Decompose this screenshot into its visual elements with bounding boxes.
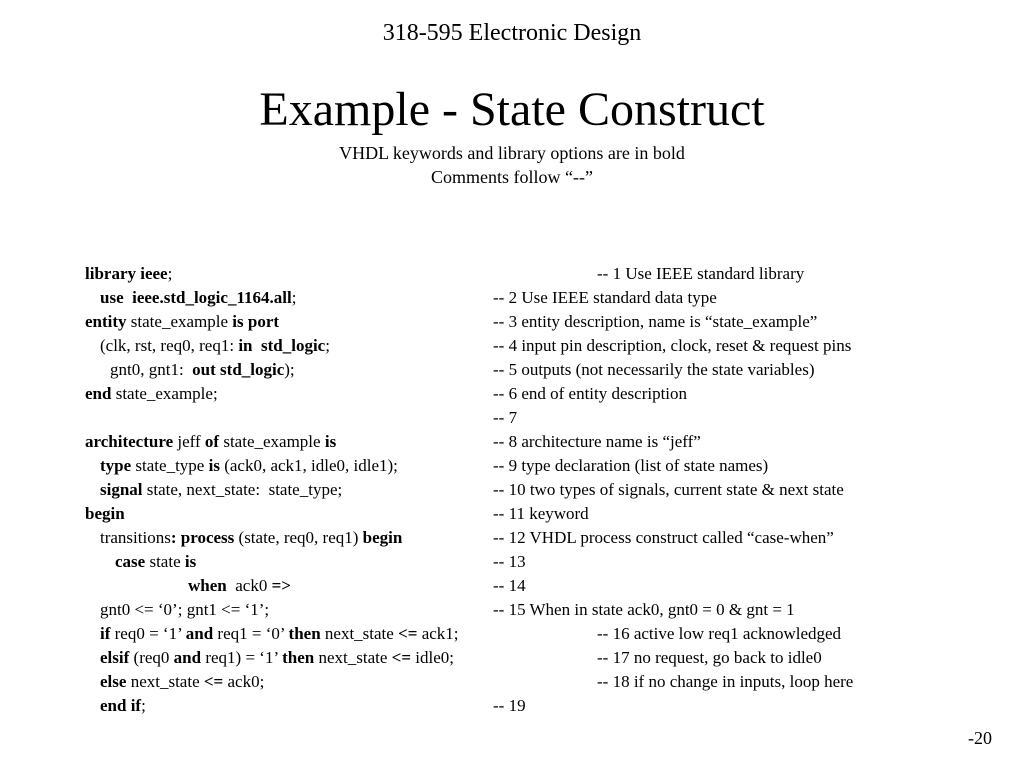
vhdl-keyword: and xyxy=(185,624,214,643)
vhdl-keyword: : process xyxy=(170,528,235,547)
vhdl-keyword: else xyxy=(100,672,127,691)
slide-title: Example - State Construct xyxy=(259,83,765,136)
code-comment: -- 10 two types of signals, current state & next state xyxy=(493,480,844,499)
course-title: 318-595 Electronic Design xyxy=(382,20,642,46)
code-comment: -- 1 Use IEEE standard library xyxy=(597,264,805,283)
vhdl-keyword: is xyxy=(324,432,337,451)
code-text: jeff xyxy=(173,432,205,451)
code-text: gnt0 <= ‘0’; gnt1 <= ‘1’; xyxy=(100,600,270,619)
code-text: (state, req0, req1) xyxy=(234,528,363,547)
code-statement xyxy=(100,648,454,668)
code-statement xyxy=(85,432,336,452)
code-statement xyxy=(100,288,296,308)
vhdl-keyword: if xyxy=(100,624,111,643)
code-text: idle0; xyxy=(411,648,454,667)
code-text: ; xyxy=(141,696,146,715)
code-comment: -- 14 xyxy=(493,576,526,595)
code-text: state, next_state: state_type; xyxy=(142,480,343,499)
vhdl-keyword: then xyxy=(282,648,315,667)
code-comment: -- 4 input pin description, clock, reset & request pins xyxy=(493,336,852,355)
code-line xyxy=(0,264,1024,288)
code-text: req0 = ‘1’ xyxy=(110,624,186,643)
code-comment: -- 12 VHDL process construct called “case-when” xyxy=(493,528,834,547)
code-text: ; xyxy=(325,336,330,355)
vhdl-keyword: begin xyxy=(85,504,125,523)
code-line xyxy=(0,504,1024,528)
vhdl-keyword: <= xyxy=(391,648,412,667)
code-line xyxy=(0,624,1024,648)
slide-subtitle-keywords: VHDL keywords and library options are in bold xyxy=(339,143,685,163)
code-line xyxy=(0,432,1024,456)
vhdl-keyword: elsif xyxy=(100,648,130,667)
vhdl-keyword: is port xyxy=(232,312,280,331)
code-statement xyxy=(100,456,398,476)
vhdl-keyword: architecture xyxy=(85,432,174,451)
code-comment: -- 11 keyword xyxy=(493,504,589,523)
code-line xyxy=(0,576,1024,600)
code-comment: -- 15 When in state ack0, gnt0 = 0 & gnt = 1 xyxy=(493,600,795,619)
code-line xyxy=(0,408,1024,432)
code-line xyxy=(0,696,1024,720)
code-line xyxy=(0,456,1024,480)
code-comment: -- 7 xyxy=(493,408,518,427)
code-text: next_state xyxy=(320,624,399,643)
code-statement xyxy=(100,480,342,500)
code-comment: -- 3 entity description, name is “state_example” xyxy=(493,312,818,331)
code-line xyxy=(0,312,1024,336)
code-statement xyxy=(100,528,402,548)
vhdl-keyword: begin xyxy=(362,528,403,547)
code-text: state_example xyxy=(219,432,325,451)
vhdl-keyword: then xyxy=(288,624,321,643)
code-line xyxy=(0,648,1024,672)
vhdl-keyword: case xyxy=(115,552,146,571)
code-text: (clk, rst, req0, req1: xyxy=(100,336,239,355)
code-comment: -- 8 architecture name is “jeff” xyxy=(493,432,701,451)
code-comment: -- 5 outputs (not necessarily the state variables) xyxy=(493,360,815,379)
code-statement xyxy=(100,600,269,620)
vhdl-keyword: in std_logic xyxy=(238,336,326,355)
code-text: ack0 xyxy=(226,576,272,595)
code-line xyxy=(0,360,1024,384)
code-text: (req0 xyxy=(129,648,174,667)
code-statement xyxy=(188,576,291,596)
page-number: -20 xyxy=(968,728,992,748)
code-line xyxy=(0,528,1024,552)
code-text: state_type xyxy=(131,456,209,475)
vhdl-keyword: of xyxy=(204,432,220,451)
code-statement xyxy=(100,696,146,716)
code-text: ); xyxy=(284,360,295,379)
code-statement xyxy=(85,384,218,404)
code-text: transitions xyxy=(100,528,171,547)
vhdl-keyword: end if xyxy=(100,696,142,715)
code-statement xyxy=(85,264,172,284)
code-comment: -- 16 active low req1 acknowledged xyxy=(597,624,842,643)
code-statement xyxy=(85,312,279,332)
code-line xyxy=(0,552,1024,576)
vhdl-keyword: and xyxy=(173,648,202,667)
code-comment: -- 17 no request, go back to idle0 xyxy=(597,648,822,667)
code-text: ; xyxy=(291,288,297,307)
code-statement xyxy=(115,552,196,572)
code-text: next_state xyxy=(126,672,204,691)
code-text: req1) = ‘1’ xyxy=(201,648,283,667)
vhdl-keyword: end xyxy=(85,384,112,403)
vhdl-keyword: is xyxy=(208,456,220,475)
code-comment: -- 2 Use IEEE standard data type xyxy=(493,288,717,307)
code-text: state_example; xyxy=(111,384,218,403)
vhdl-keyword: library ieee xyxy=(85,264,168,283)
vhdl-keyword: out std_logic xyxy=(192,360,285,379)
code-text: gnt0, gnt1: xyxy=(110,360,193,379)
code-comment: -- 19 xyxy=(493,696,526,715)
code-comment: -- 13 xyxy=(493,552,526,571)
code-text: ; xyxy=(167,264,173,283)
code-text: req1 = ‘0’ xyxy=(213,624,289,643)
code-statement xyxy=(85,504,125,524)
code-text: (ack0, ack1, idle0, idle1); xyxy=(219,456,398,475)
code-line xyxy=(0,288,1024,312)
code-statement xyxy=(100,624,459,644)
code-statement xyxy=(110,360,295,380)
vhdl-keyword: <= xyxy=(398,624,418,643)
slide-subtitle-comments: Comments follow “--” xyxy=(431,167,593,187)
code-line xyxy=(0,672,1024,696)
code-line xyxy=(0,480,1024,504)
code-line xyxy=(0,336,1024,360)
vhdl-keyword: entity xyxy=(85,312,127,331)
code-line xyxy=(0,384,1024,408)
vhdl-keyword: use ieee.std_logic_1164.all xyxy=(100,288,292,307)
vhdl-keyword: type xyxy=(100,456,132,475)
code-comment: -- 18 if no change in inputs, loop here xyxy=(597,672,854,691)
code-comment: -- 9 type declaration (list of state names) xyxy=(493,456,769,475)
code-line xyxy=(0,600,1024,624)
code-text: state xyxy=(145,552,185,571)
code-text: next_state xyxy=(314,648,392,667)
code-statement xyxy=(100,336,330,356)
code-statement xyxy=(100,672,264,692)
code-text: state_example xyxy=(126,312,233,331)
vhdl-keyword: => xyxy=(271,576,291,595)
vhdl-keyword: is xyxy=(184,552,197,571)
code-text: ack1; xyxy=(417,624,459,643)
code-comment: -- 6 end of entity description xyxy=(493,384,688,403)
vhdl-keyword: when xyxy=(188,576,227,595)
code-text: ack0; xyxy=(223,672,265,691)
vhdl-keyword: signal xyxy=(100,480,143,499)
vhdl-keyword: <= xyxy=(203,672,224,691)
